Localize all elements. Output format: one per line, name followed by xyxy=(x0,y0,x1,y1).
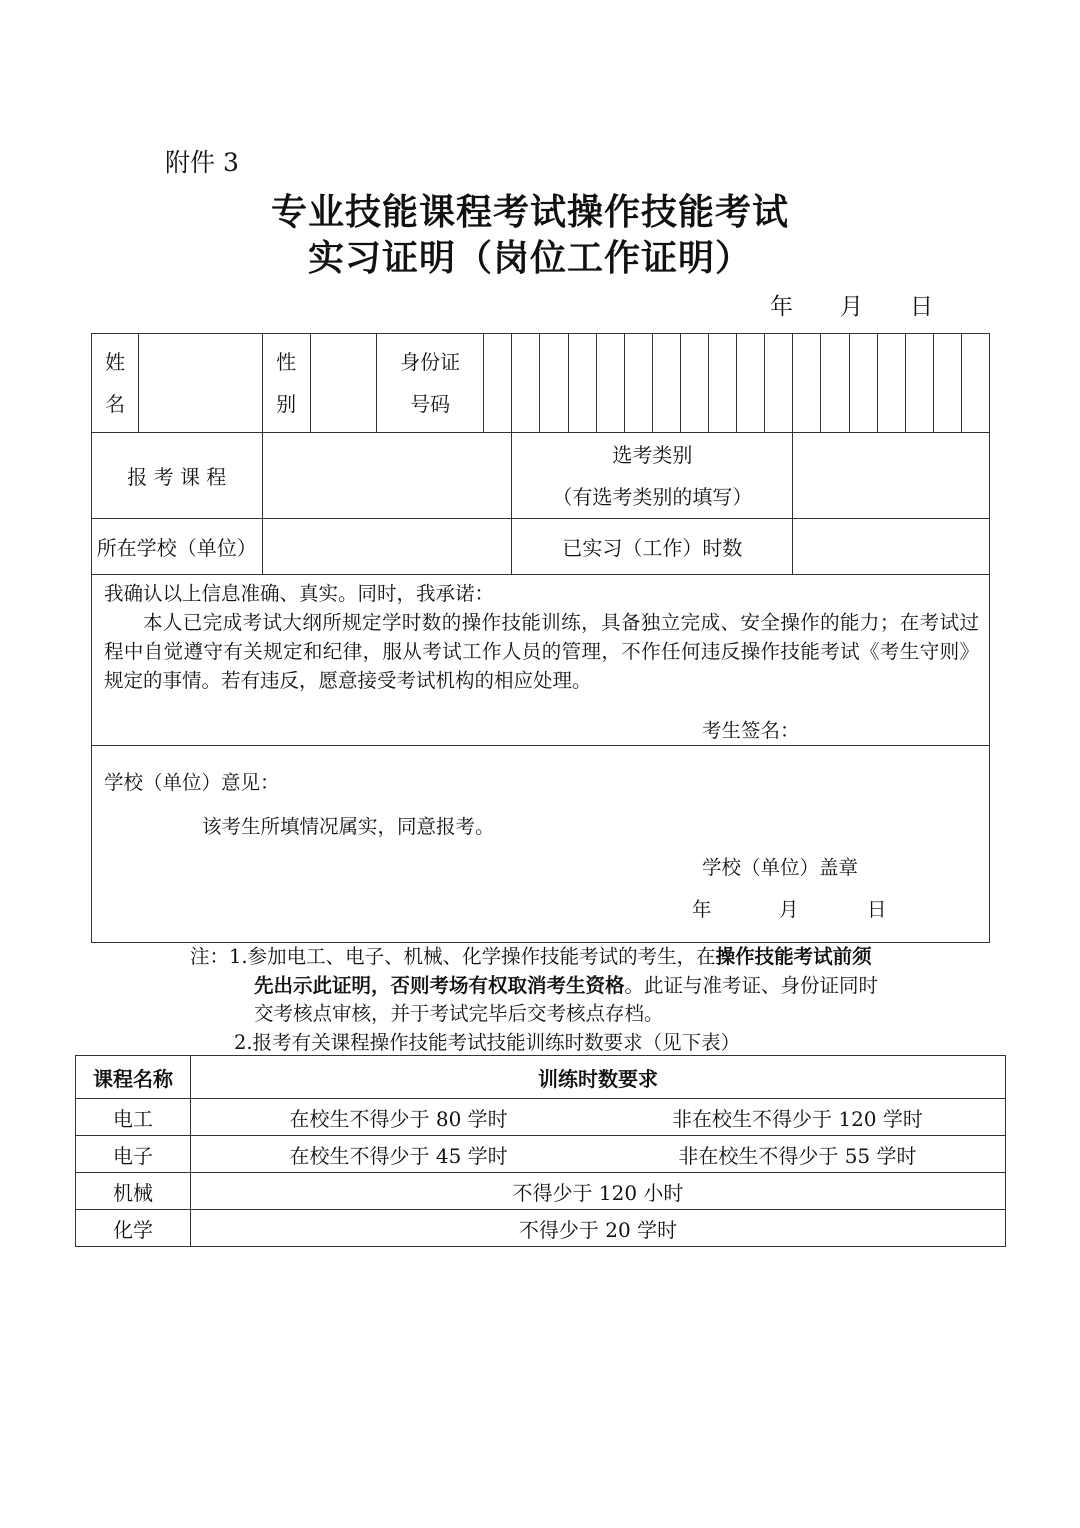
id-digit-box[interactable] xyxy=(624,334,652,433)
pledge-intro: 我确认以上信息准确、真实。同时，我承诺： xyxy=(104,582,495,605)
course-name: 电工 xyxy=(76,1099,191,1136)
id-digit-box[interactable] xyxy=(905,334,933,433)
seal-date xyxy=(692,895,932,924)
table-row xyxy=(76,1173,1006,1210)
category-label-top: 选考类别 xyxy=(612,442,693,467)
id-digit-box[interactable] xyxy=(484,334,512,433)
category-label xyxy=(512,433,793,519)
note-1-emphasis-1: 操作技能考试前须 xyxy=(715,945,872,968)
id-label-bottom: 号码 xyxy=(410,392,451,416)
id-digit-box[interactable] xyxy=(568,334,596,433)
training-hours-table xyxy=(75,1055,1006,1247)
in-school-req: 在校生不得少于 80 学时 xyxy=(289,1106,508,1131)
certificate-form xyxy=(91,333,990,943)
attachment-label: 附件 3 xyxy=(165,148,239,177)
gender-label xyxy=(262,334,310,433)
note-1-emphasis-2: 先出示此证明，否则考场有权取消考生资格 xyxy=(254,973,625,997)
hours-field[interactable] xyxy=(793,519,990,575)
not-in-school-req: 非在校生不得少于 120 学时 xyxy=(671,1106,923,1131)
in-school-req: 在校生不得少于 45 学时 xyxy=(289,1143,508,1168)
id-digit-box[interactable] xyxy=(652,334,680,433)
header-course: 课程名称 xyxy=(76,1056,191,1099)
header-requirement: 训练时数要求 xyxy=(191,1056,1006,1099)
signature-label: 考生签名： xyxy=(702,719,800,742)
id-digit-box[interactable] xyxy=(540,334,568,433)
id-digit-box[interactable] xyxy=(765,334,793,433)
gender-field[interactable] xyxy=(310,334,376,433)
course-name: 化学 xyxy=(76,1210,191,1247)
seal-month: 月 xyxy=(779,898,799,921)
school-field[interactable] xyxy=(262,519,512,575)
course-label: 报 考 课 程 xyxy=(92,433,263,519)
header-date xyxy=(770,288,933,321)
id-digit-box[interactable] xyxy=(709,334,737,433)
course-name: 电子 xyxy=(76,1136,191,1173)
id-label xyxy=(376,334,483,433)
gender-label-bottom: 别 xyxy=(276,392,297,416)
table-row xyxy=(76,1099,1006,1136)
id-digit-box[interactable] xyxy=(849,334,877,433)
notes-prefix: 注： xyxy=(190,945,230,968)
id-digit-box[interactable] xyxy=(793,334,821,433)
id-digit-box[interactable] xyxy=(596,334,624,433)
opinion-section xyxy=(92,746,990,943)
id-digit-box[interactable] xyxy=(961,334,989,433)
requirement-cell: 不得少于 120 小时 xyxy=(191,1173,1006,1210)
requirement-cell xyxy=(191,1099,1006,1136)
date-year: 年 xyxy=(770,294,793,320)
name-label-top: 姓 xyxy=(105,350,126,374)
id-digit-box[interactable] xyxy=(512,334,540,433)
seal-year: 年 xyxy=(692,898,712,921)
id-digit-box[interactable] xyxy=(680,334,708,433)
requirement-cell xyxy=(191,1136,1006,1173)
note-1-line-3: 交考核点审核，并于考试完毕后交考核点存档。 xyxy=(254,1002,664,1025)
note-1-line-1 xyxy=(190,943,990,972)
course-field[interactable] xyxy=(262,433,512,519)
date-day: 日 xyxy=(910,294,933,320)
id-digit-box[interactable] xyxy=(737,334,765,433)
gender-label-top: 性 xyxy=(276,350,297,374)
category-label-bottom: （有选考类别的填写） xyxy=(552,484,753,509)
table-header-row xyxy=(76,1056,1006,1099)
name-label-bottom: 名 xyxy=(105,392,126,416)
name-field[interactable] xyxy=(139,334,262,433)
not-in-school-req: 非在校生不得少于 55 学时 xyxy=(678,1143,917,1168)
requirement-cell: 不得少于 20 学时 xyxy=(191,1210,1006,1247)
category-field[interactable] xyxy=(793,433,990,519)
id-digit-box[interactable] xyxy=(933,334,961,433)
pledge-text: 本人已完成考试大纲所规定学时数的操作技能训练，具备独立完成、安全操作的能力；在考试过程中自觉遵守有关规定和纪律，服从考试工作人员的管理，不作任何违反操作技能考试《考生守则》规定的事情。若有违反，愿意接受考试机构的相应处理。 xyxy=(104,611,979,692)
page-subtitle: 实习证明（岗位工作证明） xyxy=(307,238,752,279)
seal-day: 日 xyxy=(867,898,887,921)
id-digit-box[interactable] xyxy=(877,334,905,433)
opinion-label: 学校（单位）意见： xyxy=(104,771,280,794)
pledge-section xyxy=(92,575,990,746)
name-label xyxy=(92,334,139,433)
id-label-top: 身份证 xyxy=(400,350,461,374)
note-2: 2.报考有关课程操作技能考试技能训练时数要求（见下表） xyxy=(234,1030,741,1054)
table-row xyxy=(76,1210,1006,1247)
table-row xyxy=(76,1136,1006,1173)
hours-label: 已实习（工作）时数 xyxy=(512,519,793,575)
id-digit-box[interactable] xyxy=(821,334,849,433)
note-1-text-2: 。此证与准考证、身份证同时 xyxy=(624,973,879,997)
date-month: 月 xyxy=(840,294,863,320)
seal-label: 学校（单位）盖章 xyxy=(702,856,859,879)
school-label: 所在学校（单位） xyxy=(92,519,263,575)
notes xyxy=(190,943,990,1057)
course-name: 机械 xyxy=(76,1173,191,1210)
opinion-text: 该考生所填情况属实，同意报考。 xyxy=(202,815,495,838)
note-1-text: 1.参加电工、电子、机械、化学操作技能考试的考生，在 xyxy=(229,945,716,968)
note-1-line-2 xyxy=(190,972,990,1001)
page-title: 专业技能课程考试操作技能考试 xyxy=(270,192,789,233)
